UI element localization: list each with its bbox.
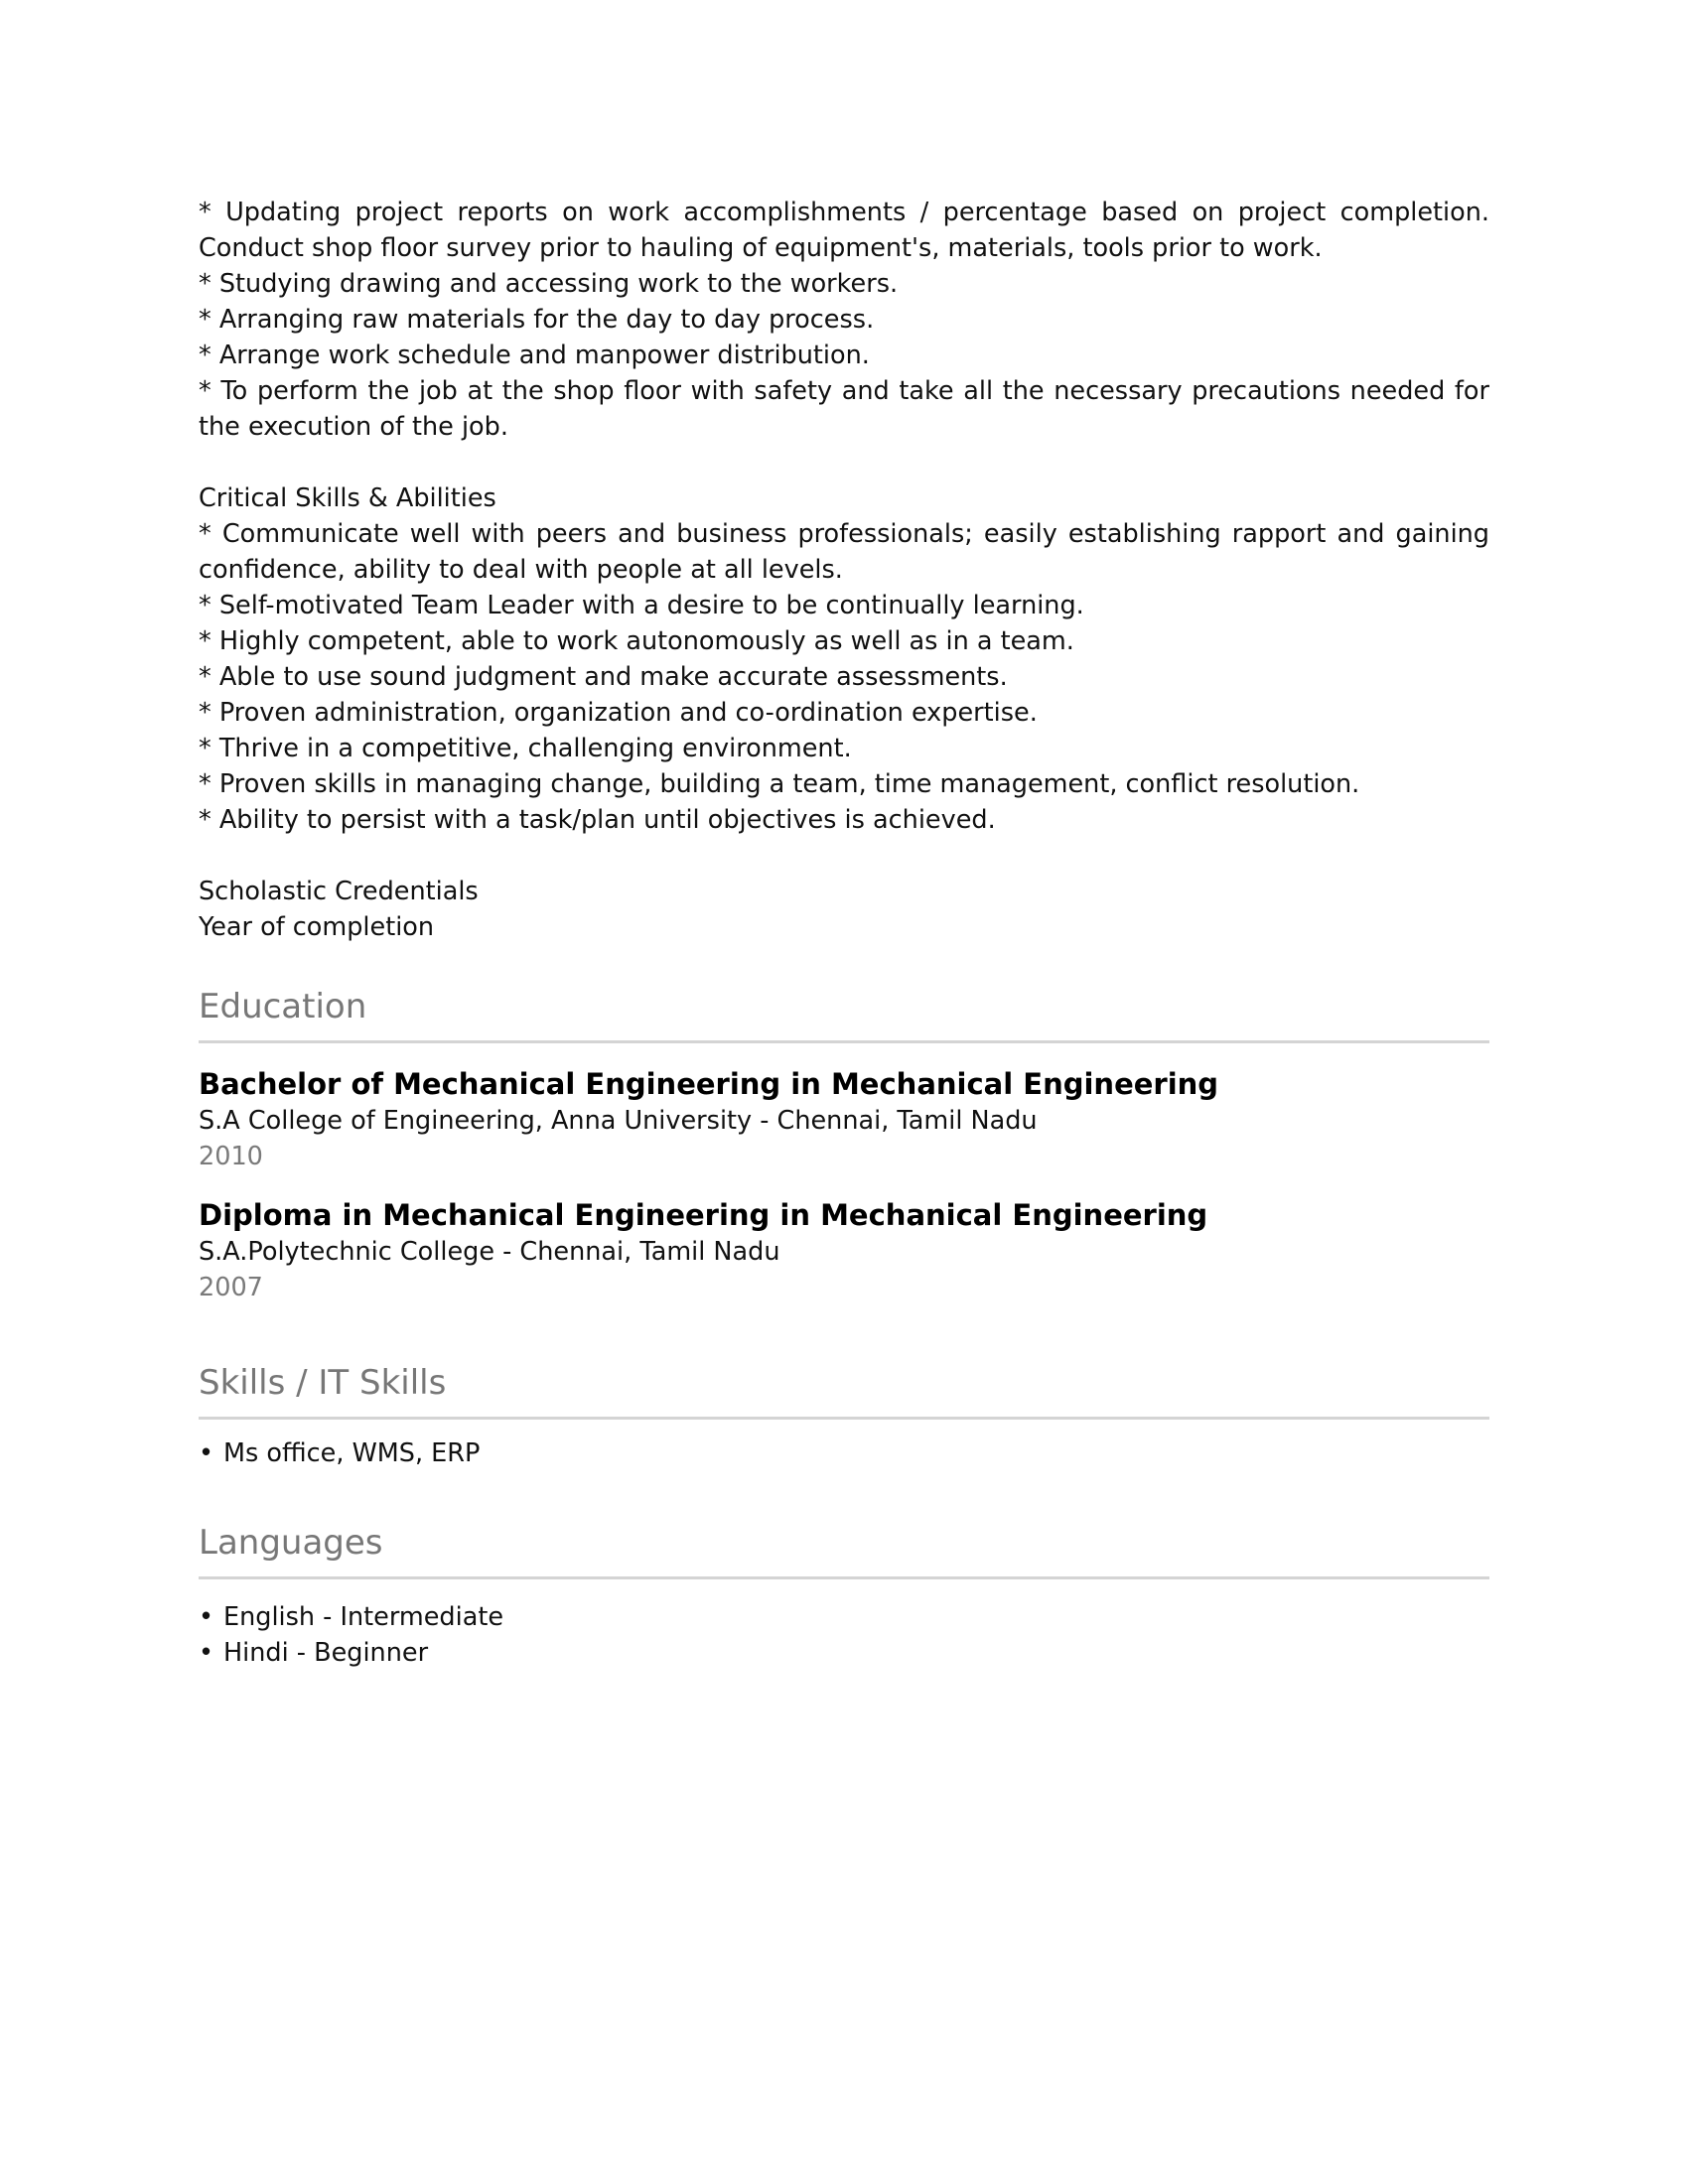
education-degree: Diploma in Mechanical Engineering in Mechanical Engineering <box>199 1198 1208 1232</box>
skill-item: Ms office, WMS, ERP <box>223 1438 481 1468</box>
education-school: S.A College of Engineering, Anna University - Chennai, Tamil Nadu <box>199 1106 1038 1136</box>
list-item <box>199 1435 1489 1471</box>
responsibility-item: * Arranging raw materials for the day to day process. <box>199 305 875 335</box>
bullet-icon: • <box>199 1638 214 1668</box>
list-item <box>199 1635 1489 1671</box>
responsibility-item: * Arrange work schedule and manpower distribution. <box>199 341 870 370</box>
scholastic-block <box>199 874 1489 945</box>
bullet-icon: • <box>199 1602 214 1632</box>
critical-skill-item: * Proven skills in managing change, building a team, time management, conflict resolution. <box>199 769 1360 799</box>
education-degree: Bachelor of Mechanical Engineering in Mechanical Engineering <box>199 1067 1219 1101</box>
critical-skill-item: * Able to use sound judgment and make accurate assessments. <box>199 662 1008 692</box>
education-entry <box>199 1196 1489 1305</box>
skills-title: Skills / IT Skills <box>199 1361 1489 1420</box>
critical-skill-item: * Self-motivated Team Leader with a desire to be continually learning. <box>199 591 1084 620</box>
resume-page <box>199 195 1489 1671</box>
education-year: 2007 <box>199 1273 263 1302</box>
critical-skill-item: * Ability to persist with a task/plan until objectives is achieved. <box>199 805 996 835</box>
education-year: 2010 <box>199 1142 263 1171</box>
scholastic-heading: Scholastic Credentials <box>199 877 479 906</box>
critical-skills-block <box>199 480 1489 838</box>
scholastic-subheading: Year of completion <box>199 912 435 942</box>
bullet-icon: • <box>199 1438 214 1468</box>
critical-skill-item: * Proven administration, organization and co-ordination expertise. <box>199 698 1038 728</box>
critical-skill-item: * Thrive in a competitive, challenging environment. <box>199 734 852 763</box>
skills-section <box>199 1361 1489 1471</box>
education-title: Education <box>199 985 1489 1043</box>
list-item <box>199 1599 1489 1635</box>
language-item: English - Intermediate <box>223 1602 504 1632</box>
skills-list <box>199 1435 1489 1471</box>
languages-section <box>199 1521 1489 1671</box>
languages-list <box>199 1599 1489 1671</box>
critical-skill-item: * Highly competent, able to work autonomously as well as in a team. <box>199 626 1074 656</box>
critical-skills-heading: Critical Skills & Abilities <box>199 483 496 513</box>
responsibility-item: * Studying drawing and accessing work to the workers. <box>199 269 899 299</box>
education-section <box>199 985 1489 1305</box>
critical-skill-item: * Communicate well with peers and business professionals; easily establishing rapport and gaining confidence, ability to deal with people at all levels. <box>199 519 1489 585</box>
spacer <box>199 838 1489 874</box>
responsibilities-block <box>199 195 1489 445</box>
languages-title: Languages <box>199 1521 1489 1579</box>
spacer <box>199 445 1489 480</box>
responsibility-item: * Updating project reports on work accomplishments / percentage based on project completion. Conduct shop floor survey prior to hauling of equipment's, materials, tools prior to work. <box>199 198 1489 263</box>
education-school: S.A.Polytechnic College - Chennai, Tamil Nadu <box>199 1237 780 1267</box>
responsibility-item: * To perform the job at the shop floor with safety and take all the necessary precautions needed for the execution of the job. <box>199 376 1489 442</box>
language-item: Hindi - Beginner <box>223 1638 429 1668</box>
education-entry <box>199 1065 1489 1174</box>
